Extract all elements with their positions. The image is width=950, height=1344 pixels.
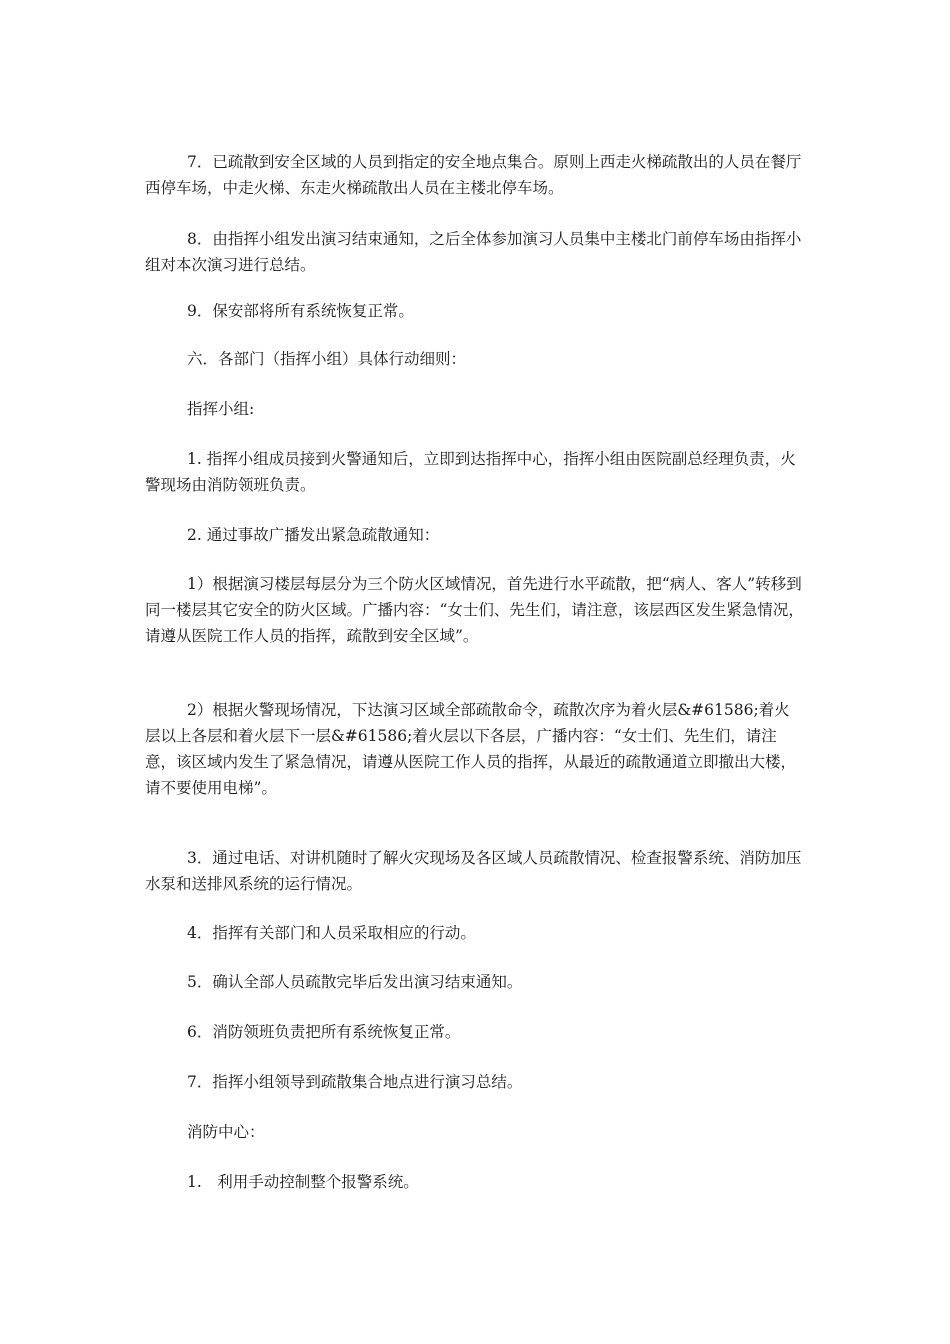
paragraph-command-2: 2. 通过事故广播发出紧急疏散通知：: [187, 526, 440, 544]
paragraph-command-1: 1. 指挥小组成员接到火警通知后，立即到达指挥中心，指挥小组由医院副总经理负责，火警现场由消防领班负责。: [145, 450, 796, 494]
paragraph-fire-center-1: 1. 利用手动控制整个报警系统。: [187, 1173, 419, 1191]
paragraph-command-3: 3．通过电话、对讲机随时了解火灾现场及各区域人员疏散情况、检查报警系统、消防加压水泵和送排风系统的运行情况。: [145, 849, 802, 893]
subsection-heading-fire-center: 消防中心：: [187, 1123, 265, 1141]
section-heading: 六．各部门（指挥小组）具体行动细则：: [187, 350, 467, 368]
paragraph-security-restore: 9．保安部将所有系统恢复正常。: [187, 302, 414, 320]
paragraph-assembly: 7．已疏散到安全区域的人员到指定的安全地点集合。原则上西走火梯疏散出的人员在餐厅西停车场，中走火梯、东走火梯疏散出人员在主楼北停车场。: [145, 153, 802, 197]
paragraph-command-2-1: 1）根据演习楼层每层分为三个防火区域情况，首先进行水平疏散，把“病人、客人”转移到同一楼层其它安全的防火区域。广播内容：“女士们、先生们，请注意，该层西区发生紧急情况，请遵从医院工作人员的指挥，疏散到安全区域”。: [145, 575, 804, 645]
paragraph-drill-end: 8．由指挥小组发出演习结束通知，之后全体参加演习人员集中主楼北门前停车场由指挥小组对本次演习进行总结。: [145, 230, 802, 274]
paragraph-command-4: 4．指挥有关部门和人员采取相应的行动。: [187, 924, 476, 942]
paragraph-command-7: 7．指挥小组领导到疏散集合地点进行演习总结。: [187, 1073, 523, 1091]
paragraph-command-5: 5．确认全部人员疏散完毕后发出演习结束通知。: [187, 973, 523, 991]
paragraph-command-2-2: 2）根据火警现场情况，下达演习区域全部疏散命令，疏散次序为着火层&#61586;着火层以上各层和着火层下一层&#61586;着火层以下各层，广播内容：“女士们、先生们，请注意，该区域内发生了紧急情况，请遵从医院工作人员的指挥，从最近的疏散通道立即撤出大楼，请不要使用电梯”。: [145, 701, 797, 797]
paragraph-command-6: 6．消防领班负责把所有系统恢复正常。: [187, 1023, 461, 1041]
subsection-heading-command-group: 指挥小组:: [187, 400, 255, 418]
